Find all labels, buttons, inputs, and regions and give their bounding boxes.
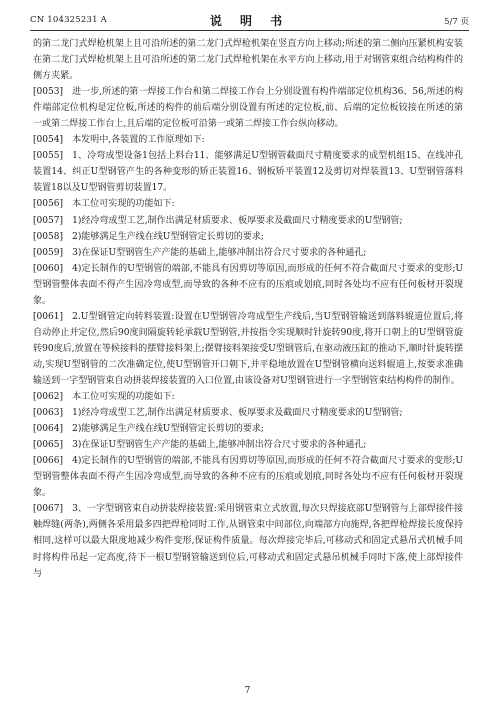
paragraph-number: [0066] (33, 456, 64, 467)
document-title: 说 明 书 (209, 14, 290, 28)
paragraph-number: [0061] (33, 311, 64, 322)
paragraph-0067 (33, 501, 463, 581)
paragraph-continuation (33, 36, 463, 84)
paragraph-0056 (33, 196, 463, 212)
paragraph-text: 本工位可实现的功能如下: (72, 392, 175, 403)
paragraph-0064 (33, 421, 463, 437)
paragraph-text: 3)在保证U型钢管生产产能的基础上,能够冲制出符合尺寸要求的各种通孔; (72, 247, 367, 258)
paragraph-0062 (33, 389, 463, 405)
paragraph-number: [0063] (33, 408, 64, 419)
paragraph-0063 (33, 405, 463, 421)
paragraph-text: 3、一字型钢管束自动拼装焊接装置:采用钢管束立式放置,每次只焊接底部U型钢管与上部焊接件接触焊缝(两条),两侧各采用最多四把焊枪同时工作,从钢管束中间部位,向端部方向施焊,各把焊枪焊接长度保持相同,这样可以最大限度地减少构件变形,保证构件质量。每次焊接完毕后,可移动式和固定式悬吊式机械手同时将构件吊起一定高度,待下一根U型钢管输送到位后,可移动式和固定式悬吊机械手同时下落,使上部焊接件与 (33, 504, 463, 579)
paragraph-0060 (33, 261, 463, 309)
paragraph-0053 (33, 84, 463, 132)
paragraph-0059 (33, 245, 463, 261)
paragraph-number: [0054] (33, 135, 64, 146)
paragraph-number: [0065] (33, 440, 64, 451)
paragraph-text: 2)能够满足生产线在线U型钢管定长剪切的要求; (72, 424, 264, 435)
paragraph-number: [0059] (33, 247, 64, 258)
paragraph-text: 1)经冷弯成型工艺,制作出满足材质要求、板厚要求及截面尺寸精度要求的U型钢管; (72, 215, 403, 226)
page-indicator: 5/7 页 (444, 17, 469, 27)
paragraph-0066 (33, 453, 463, 501)
paragraph-0055 (33, 148, 463, 196)
paragraph-text: 进一步,所述的第一焊接工作台和第二焊接工作台上分别设置有构件端部定位机构36、56,所述的构件端部定位机构是定位板,所述的构件的前后端分别设置有所述的定位板,前、后端的定位板铰接在所述的第一或第二焊接工作台上,且后端的定位板可沿第一或第二焊接工作台纵向移动。 (33, 87, 463, 130)
paragraph-text: 1、冷弯成型设备1包括上料台11、能够满足U型钢管截面尺寸精度要求的成型机组15、在线冲孔装置14、纠正U型钢管产生的各种变形的矫正装置16、钢板矫平装置12及剪切对焊装置13、U型钢管落料装置18以及U型钢管剪切装置17。 (33, 151, 463, 194)
paragraph-number: [0067] (33, 504, 64, 515)
paragraph-0065 (33, 437, 463, 453)
page-number: 7 (244, 686, 251, 696)
paragraph-text: 4)定长制作的U型钢管的端部,不能具有因剪切等原因,而形成的任何不符合截面尺寸要求的变形;U型钢管整体表面不得产生因冷弯成型,而导致的各种不应有的压痕或划痕,同时各处均不应有任何板材开裂现象。 (33, 263, 463, 306)
paragraph-number: [0062] (33, 392, 64, 403)
paragraph-0061 (33, 309, 463, 389)
paragraph-number: [0053] (33, 87, 64, 98)
paragraph-number: [0058] (33, 231, 64, 242)
paragraph-number: [0060] (33, 263, 64, 274)
patent-number: CN 104325231 A (30, 15, 107, 25)
paragraph-text: 4)定长制作的U型钢管的端部,不能具有因剪切等原因,而形成的任何不符合截面尺寸要求的变形;U型钢管整体表面不得产生因冷弯成型,而导致的各种不应有的压痕或划痕,同时各处均不应有任何板材开裂现象。 (33, 456, 463, 499)
paragraph-0058 (33, 229, 463, 245)
paragraph-text: 本工位可实现的功能如下: (72, 199, 175, 210)
header-divider (30, 30, 469, 31)
paragraph-0057 (33, 213, 463, 229)
document-body (33, 36, 463, 582)
paragraph-text: 2)能够满足生产线在线U型钢管定长剪切的要求; (72, 231, 264, 242)
paragraph-number: [0056] (33, 199, 64, 210)
paragraph-number: [0057] (33, 215, 64, 226)
paragraph-0054 (33, 132, 463, 148)
paragraph-text: 3)在保证U型钢管生产产能的基础上,能够冲制出符合尺寸要求的各种通孔; (72, 440, 367, 451)
paragraph-text: 2.U型钢管定向转料装置:设置在U型钢管冷弯成型生产线后,当U型钢管输送到落料辊道位置后,将自动停止并定位,然后90度间隔旋转轮承载U型钢管,并按指令实现顺时针旋转90度,将开口朝上的U型钢管旋转90度后,放置在等候接料的摆臂接料架上;摆臂接料架接受U型钢管后,在驱动液压缸的推动下,顺时针旋转摆动,实现U型钢管的二次准确定位,使U型钢管开口朝下,并平稳地放置在U型钢管横向送料辊道上,按要求准确输送到一字型钢管束自动拼装焊接装置的入口位置,由该设备对U型钢管进行一字型钢管束结构构件的制作。 (33, 311, 463, 386)
paragraph-number: [0055] (33, 151, 64, 162)
paragraph-text: 本发明中,各装置的工作原理如下: (72, 135, 205, 146)
paragraph-number: [0064] (33, 424, 64, 435)
paragraph-text: 的第二龙门式焊枪机架上且可沿所述的第二龙门式焊枪机架在竖直方向上移动;所述的第二侧向压紧机构安装在第二龙门式焊枪机架上且可沿所述的第二龙门式焊枪机架在水平方向上移动,用于对钢管束组合结构构件的侧方夹紧。 (33, 39, 463, 82)
page-header (30, 12, 469, 32)
paragraph-text: 1)经冷弯成型工艺,制作出满足材质要求、板厚要求及截面尺寸精度要求的U型钢管; (72, 408, 403, 419)
